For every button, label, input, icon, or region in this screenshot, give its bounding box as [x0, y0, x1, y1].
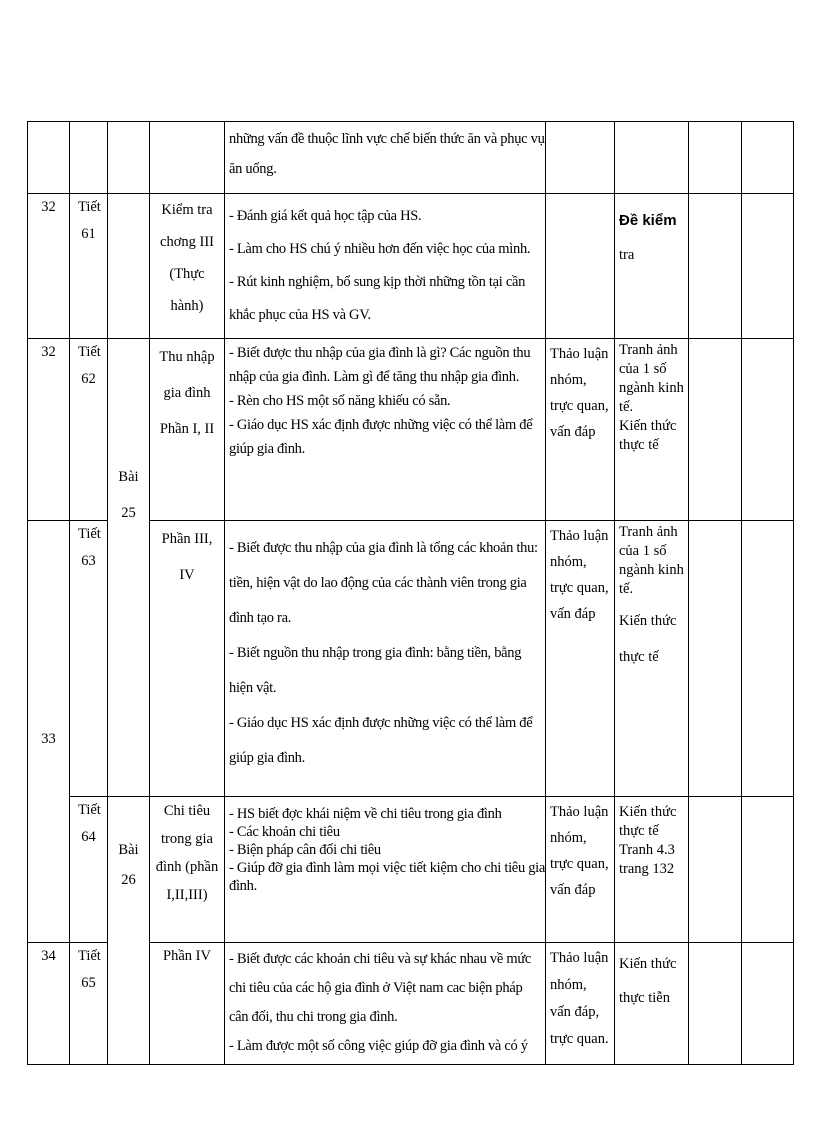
- week-cell: 32: [28, 339, 70, 521]
- period-cell: Tiết 63: [70, 521, 108, 797]
- objectives-cell: - Biết được thu nhập của gia đình là tổng các khoản thu: tiền, hiện vật do lao động của các thành viên trong gia đình tạo ra. - Biết nguồn thu nhập trong gia đình: bằng tiền, bằng hiện vật. - Giáo dục HS xác định được những việc có thể làm để giúp gia đình.: [225, 521, 546, 797]
- blank-cell: [742, 194, 794, 339]
- period-cell: Tiết 64: [70, 797, 108, 943]
- table-row: [28, 797, 794, 943]
- blank-cell: [742, 122, 794, 194]
- blank-cell: [742, 521, 794, 797]
- week-cell: 34: [28, 943, 70, 1065]
- blank-cell: [689, 122, 742, 194]
- blank-cell: [742, 797, 794, 943]
- objectives-cell: những vấn đề thuộc lĩnh vực chế biến thức ăn và phục vụ ăn uống.: [225, 122, 546, 194]
- period-cell: Tiết 62: [70, 339, 108, 521]
- objectives-cell: - HS biết đợc khái niệm về chi tiêu trong gia đình - Các khoản chi tiêu - Biện pháp cân đối chi tiêu - Giúp đỡ gia đình làm mọi việc tiết kiệm cho chi tiêu gia đình.: [225, 797, 546, 943]
- blank-cell: [742, 339, 794, 521]
- topic-cell: Phần IV: [150, 943, 225, 1065]
- materials-cell: Kiến thức thực tiễn: [615, 943, 689, 1065]
- lesson-cell: Bài 25: [108, 339, 150, 797]
- objectives-cell: - Biết được thu nhập của gia đình là gì? Các nguồn thu nhập của gia đình. Làm gì để tăng thu nhập gia đình. - Rèn cho HS một số năng khiếu có sẵn. - Giáo dục HS xác định được những việc có thể làm để giúp gia đình.: [225, 339, 546, 521]
- materials-cell: Tranh ảnh của 1 số ngành kinh tế. Kiến thức thực tế: [615, 521, 689, 797]
- topic-cell: Phần III, IV: [150, 521, 225, 797]
- materials-cell: Kiến thức thực tế Tranh 4.3 trang 132: [615, 797, 689, 943]
- blank-cell: [742, 943, 794, 1065]
- table-row: [28, 339, 794, 521]
- period-cell: Tiết 61: [70, 194, 108, 339]
- topic-cell: Kiểm tra chơng III (Thực hành): [150, 194, 225, 339]
- blank-cell: [689, 797, 742, 943]
- topic-cell: [150, 122, 225, 194]
- blank-cell: [689, 339, 742, 521]
- method-cell: [546, 194, 615, 339]
- lesson-cell: Bài 26: [108, 797, 150, 1065]
- topic-cell: Chi tiêu trong gia đình (phần I,II,III): [150, 797, 225, 943]
- table-row: [28, 194, 794, 339]
- blank-cell: [689, 521, 742, 797]
- method-cell: Thảo luận nhóm, trực quan, vấn đáp: [546, 521, 615, 797]
- topic-cell: Thu nhập gia đình Phần I, II: [150, 339, 225, 521]
- method-cell: Thảo luận nhóm, vấn đáp, trực quan.: [546, 943, 615, 1065]
- method-cell: Thảo luận nhóm, trực quan, vấn đáp: [546, 797, 615, 943]
- materials-cell: Tranh ảnh của 1 số ngành kinh tế. Kiến thức thực tế: [615, 339, 689, 521]
- lesson-cell: [108, 194, 150, 339]
- materials-cell: [615, 122, 689, 194]
- period-cell: [70, 122, 108, 194]
- materials-cell: Đề kiểm tra: [615, 194, 689, 339]
- lesson-plan-table: [27, 121, 794, 1065]
- week-cell: [28, 122, 70, 194]
- blank-cell: [689, 943, 742, 1065]
- week-cell: 33: [28, 521, 70, 943]
- period-cell: Tiết 65: [70, 943, 108, 1065]
- objectives-cell: - Đánh giá kết quả học tập của HS. - Làm cho HS chú ý nhiều hơn đến việc học của mình. - Rút kinh nghiệm, bổ sung kịp thời những tồn tại cần khắc phục của HS và GV.: [225, 194, 546, 339]
- objectives-cell: - Biết được các khoản chi tiêu và sự khác nhau về mức chi tiêu của các hộ gia đình ở Việt nam cac biện pháp cân đối, thu chi trong gia đình. - Làm được một số công việc giúp đỡ gia đình và có ý: [225, 943, 546, 1065]
- week-cell: 32: [28, 194, 70, 339]
- blank-cell: [689, 194, 742, 339]
- method-cell: Thảo luận nhóm, trực quan, vấn đáp: [546, 339, 615, 521]
- method-cell: [546, 122, 615, 194]
- lesson-cell: [108, 122, 150, 194]
- table-row: [28, 122, 794, 194]
